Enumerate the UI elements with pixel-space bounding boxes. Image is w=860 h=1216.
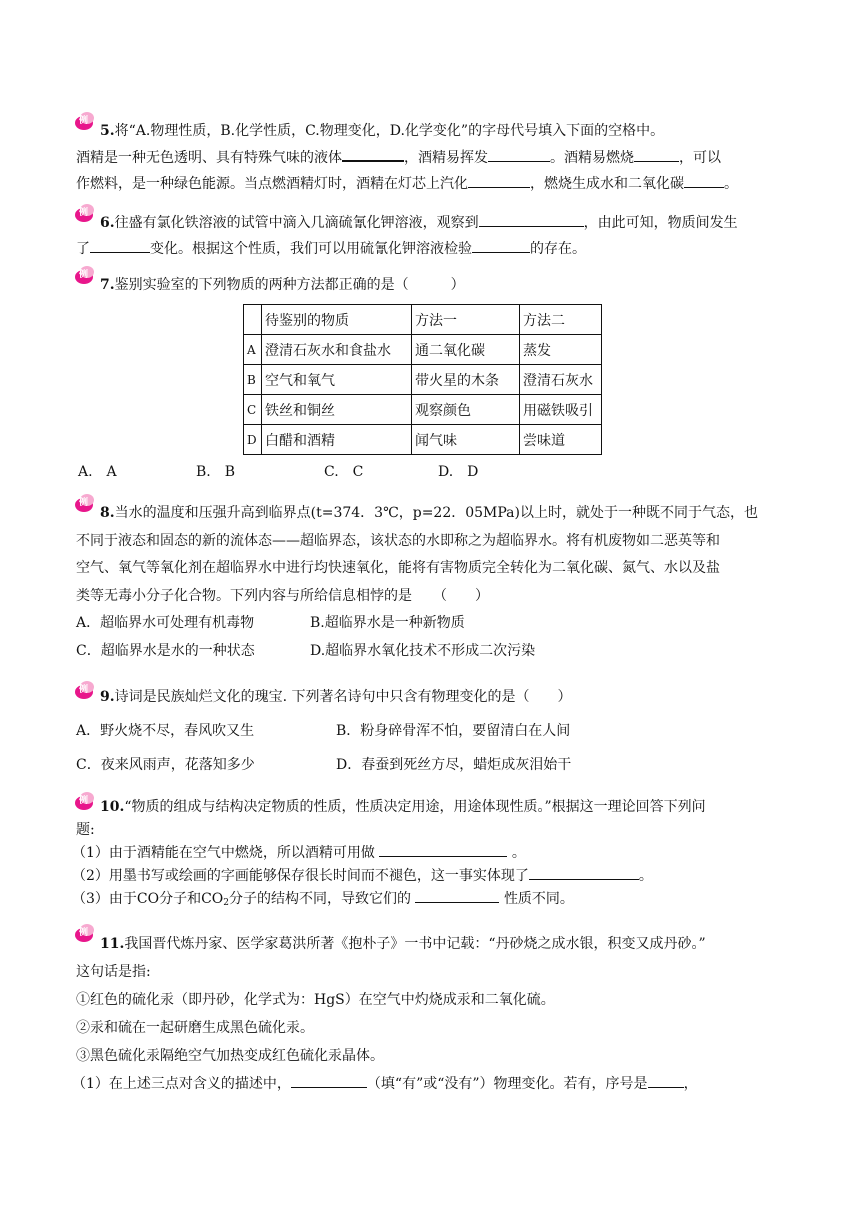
question-8 — [78, 500, 800, 665]
table-cell: 澄清石灰水 — [520, 365, 602, 395]
option-d[interactable]: D. D — [438, 464, 479, 480]
text-line: 性质不同。 — [503, 891, 574, 907]
text-line: 。 — [724, 176, 738, 192]
text-line: ，燃烧生成水和二氧化碳 — [530, 176, 684, 192]
text-line: 。酒精易燃烧 — [550, 150, 634, 166]
example-badge-icon: 例 — [75, 924, 95, 942]
option-b[interactable]: B. B — [196, 464, 236, 480]
answer-blank[interactable] — [291, 1073, 367, 1088]
question-number: 5. — [100, 123, 115, 139]
text-line: 这句话是指: — [76, 964, 151, 980]
table-cell: D — [244, 425, 262, 455]
answer-blank[interactable] — [90, 236, 150, 253]
example-badge-icon: 例 — [75, 681, 95, 699]
text-line: ③黑色硫化汞隔绝空气加热变成红色硫化汞晶体。 — [76, 1048, 384, 1064]
option-a[interactable]: A. A — [78, 464, 117, 480]
answer-blank[interactable] — [634, 145, 679, 162]
table-row — [244, 395, 602, 425]
text-line: ， — [683, 1076, 698, 1092]
table-cell: 澄清石灰水和食盐水 — [262, 335, 412, 365]
answer-blank[interactable] — [648, 1073, 684, 1088]
answer-blank[interactable] — [379, 842, 507, 857]
text-line: （1）在上述三点对含义的描述中， — [72, 1076, 291, 1092]
text-line: 。 — [638, 868, 653, 884]
table-cell — [244, 305, 262, 335]
option-b[interactable]: B．粉身碎骨浑不怕，要留清白在人间 — [336, 723, 571, 739]
table-cell: 铁丝和铜丝 — [262, 395, 412, 425]
text-line: （2）用墨书写或绘画的字画能够保存很长时间而不褪色，这一事实体现了 — [72, 868, 529, 884]
text-line: 分子的结构不同，导致它们的 — [229, 891, 412, 907]
text-line: 空气、氧气等氧化剂在超临界水中进行均快速氧化，能将有害物质完全转化为二氧化碳、氮气、水以及盐 — [76, 560, 720, 576]
option-b[interactable]: B.超临界水是一种新物质 — [310, 615, 465, 631]
text-line: （1）由于酒精能在空气中燃烧，所以酒精可用做 — [72, 845, 375, 861]
question-7 — [78, 272, 800, 298]
option-d[interactable]: D．春蚕到死丝方尽，蜡炬成灰泪始干 — [336, 757, 572, 773]
table-cell: B — [244, 365, 262, 395]
table-cell: 尝味道 — [520, 425, 602, 455]
example-badge-icon: 例 — [75, 112, 95, 130]
text-line: 作燃料，是一种绿色能源。当点燃酒精灯时，酒精在灯芯上汽化 — [76, 176, 468, 192]
question-5 — [78, 118, 800, 197]
option-a[interactable]: A．超临界水可处理有机毒物 — [76, 615, 255, 631]
answer-blank[interactable] — [479, 210, 584, 227]
answer-options — [78, 461, 478, 481]
question-stem: 鉴别实验室的下列物质的两种方法都正确的是（ ） — [114, 277, 465, 293]
text-line: 题: — [76, 822, 95, 838]
option-c[interactable]: C．超临界水是水的一种状态 — [76, 642, 255, 659]
table-header-row — [244, 305, 602, 335]
table-cell: 方法二 — [520, 305, 602, 335]
answer-blank[interactable] — [468, 171, 530, 188]
question-number: 9. — [100, 689, 115, 705]
table-cell: 方法一 — [412, 305, 520, 335]
table-cell: 空气和氧气 — [262, 365, 412, 395]
table-cell: 观察颜色 — [412, 395, 520, 425]
text-line: ，可以 — [679, 150, 721, 166]
question-stem: 往盛有氯化铁溶液的试管中滴入几滴硫氰化钾溶液，观察到 — [114, 215, 479, 231]
option-c[interactable]: C. C — [324, 464, 364, 480]
text-line: ②汞和硫在一起研磨生成黑色硫化汞。 — [76, 1020, 314, 1036]
answer-blank[interactable] — [342, 144, 404, 162]
question-11 — [72, 928, 800, 1098]
table-cell: 蒸发 — [520, 335, 602, 365]
text-line: （3）由于CO分子和CO — [72, 891, 224, 907]
table-cell: 白醋和酒精 — [262, 425, 412, 455]
option-a[interactable]: A．野火烧不尽，春风吹又生 — [76, 723, 255, 739]
question-number: 6. — [100, 215, 115, 231]
question-6 — [78, 210, 800, 262]
table-cell: 带火星的木条 — [412, 365, 520, 395]
question-stem: 诗词是民族灿烂文化的瑰宝. 下列著名诗句中只含有物理变化的是（ ） — [114, 689, 572, 705]
text-line: （填“有”或“没有”）物理变化。若有，序号是 — [366, 1076, 648, 1092]
text-line: 酒精是一种无色透明、具有特殊气味的液体 — [76, 150, 342, 166]
question-10 — [72, 796, 800, 915]
question-stem: “物质的组成与结构决定物质的性质，性质决定用途，用途体现性质。”根据这一理论回答下列问 — [124, 799, 706, 815]
answer-blank[interactable] — [684, 171, 724, 188]
question-number: 7. — [100, 277, 115, 293]
text-line: ①红色的硫化汞（即丹砂，化学式为：HgS）在空气中灼烧成汞和二氧化硫。 — [76, 992, 555, 1008]
text-line: 不同于液态和固态的新的流体态——超临界态，该状态的水即称之为超临界水。将有机废物如二恶英等和 — [76, 532, 720, 549]
text-line: 类等无毒小分子化合物。下列内容与所给信息相悖的是 （ ） — [76, 587, 489, 604]
text-line: 变化。根据这个性质，我们可以用硫氰化钾溶液检验 — [150, 241, 472, 257]
table-cell: 闻气味 — [412, 425, 520, 455]
question-stem: 当水的温度和压强升高到临界点(t=374．3℃，p=22．05MPa)以上时，就处于一种既不同于气态，也 — [114, 505, 758, 521]
question-9 — [78, 680, 800, 782]
answer-blank[interactable] — [529, 865, 639, 880]
example-badge-icon: 例 — [75, 204, 95, 222]
option-d[interactable]: D.超临界水氧化技术不形成二次污染 — [310, 642, 536, 659]
text-line: ，酒精易挥发 — [404, 150, 488, 166]
table-row — [244, 425, 602, 455]
question-stem: 我国晋代炼丹家、医学家葛洪所著《抱朴子》一书中记载：“丹砂烧之成水银，积变又成丹砂。” — [124, 936, 706, 952]
table-cell: 待鉴别的物质 — [262, 305, 412, 335]
subscript: 2 — [223, 898, 230, 908]
example-badge-icon: 例 — [75, 494, 95, 512]
example-badge-icon: 例 — [75, 266, 95, 284]
text-line: ，由此可知，物质间发生 — [583, 215, 738, 231]
table-row — [244, 365, 602, 395]
identification-table — [243, 304, 602, 455]
table-cell: 用磁铁吸引 — [520, 395, 602, 425]
question-number: 11. — [100, 936, 125, 952]
answer-blank[interactable] — [415, 888, 499, 903]
answer-blank[interactable] — [488, 145, 550, 162]
question-stem: 将“A.物理性质，B.化学性质，C.物理变化，D.化学变化”的字母代号填入下面的空格中。 — [114, 123, 665, 139]
text-line: 。 — [511, 845, 526, 861]
table-cell: C — [244, 395, 262, 425]
table-cell: 通二氧化碳 — [412, 335, 520, 365]
option-c[interactable]: C．夜来风雨声，花落知多少 — [76, 757, 255, 773]
question-number: 10. — [100, 799, 125, 815]
text-line: 的存在。 — [530, 241, 586, 257]
answer-blank[interactable] — [472, 236, 530, 253]
table-cell: A — [244, 335, 262, 365]
table-row — [244, 335, 602, 365]
question-number: 8. — [100, 505, 115, 521]
text-line: 了 — [76, 241, 90, 257]
example-badge-icon: 例 — [75, 792, 95, 810]
